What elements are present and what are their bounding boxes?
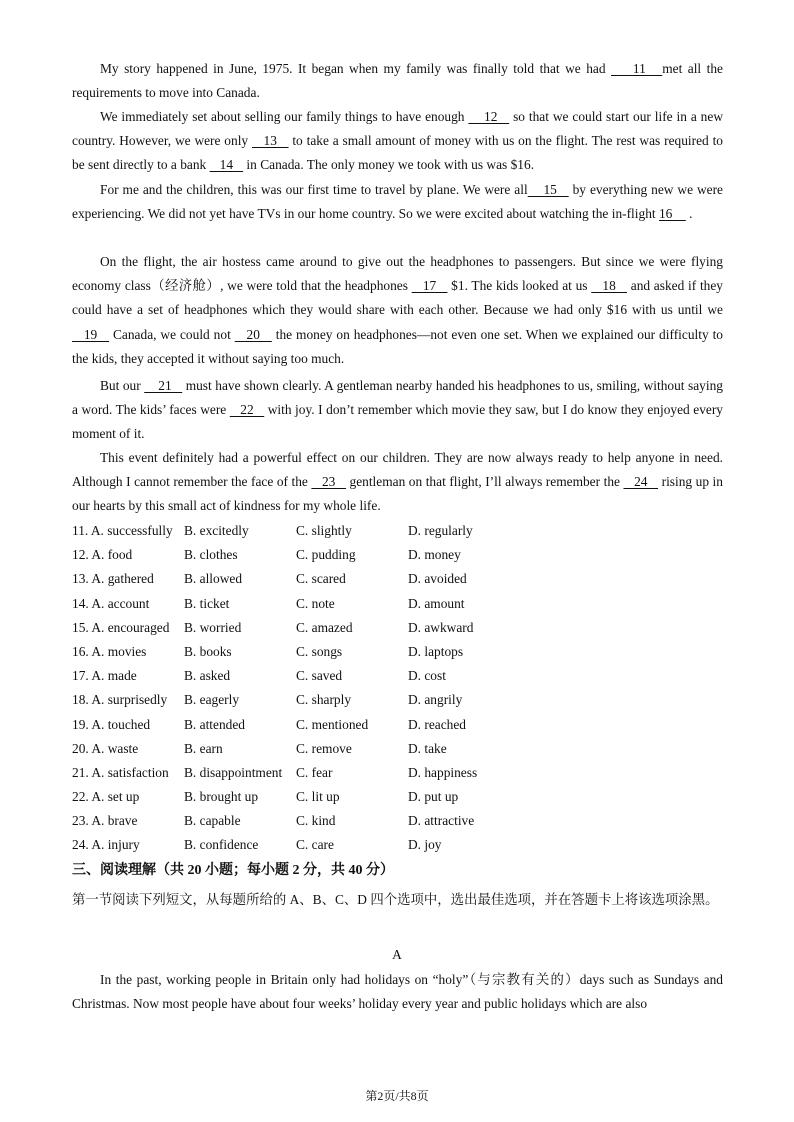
option-c: C. saved	[296, 668, 343, 684]
option-c: C. slightly	[296, 523, 352, 538]
option-a: 17. A. made	[72, 668, 137, 684]
option-d: D. take	[408, 740, 447, 756]
blank-14: 14	[209, 157, 244, 173]
option-b: B. disappointment	[184, 764, 283, 780]
section-heading: 三、阅读理解（共 20 小题；每小题 2 分，共 40 分）	[72, 863, 394, 878]
option-d: D. avoided	[408, 571, 467, 587]
option-b: B. confidence	[184, 837, 259, 853]
blank-19: 19	[72, 326, 110, 342]
option-c: C. songs	[296, 643, 343, 659]
option-d: D. cost	[408, 668, 446, 684]
option-d: D. awkward	[408, 619, 474, 635]
section-instruction: 第一节阅读下列短文，从每题所给的 A、B、C、D 四个选项中，选出最佳选项，并在答题卡上将该选项涂黑。	[72, 892, 719, 907]
option-c: C. pudding	[296, 547, 356, 563]
option-a: 22. A. set up	[72, 789, 140, 805]
option-row-12	[72, 543, 723, 567]
blank-11: 11	[611, 61, 663, 76]
option-d: D. angrily	[408, 692, 463, 708]
option-b: B. attended	[184, 716, 245, 732]
option-c: C. amazed	[296, 619, 353, 635]
option-row-24	[72, 833, 723, 857]
option-d: D. amount	[408, 595, 465, 611]
option-b: B. capable	[184, 813, 241, 829]
option-c: C. mentioned	[296, 716, 369, 732]
option-a: 11. A. successfully	[72, 523, 173, 538]
option-a: 18. A. surprisedly	[72, 692, 168, 708]
blank-15: 15	[527, 182, 569, 197]
blank-13: 13	[251, 133, 289, 149]
option-c: C. sharply	[296, 692, 352, 708]
blank-18: 18	[591, 278, 628, 294]
option-row-18	[72, 688, 723, 712]
option-b: B. books	[184, 643, 232, 659]
option-d: D. reached	[408, 716, 466, 732]
option-c: C. fear	[296, 764, 333, 780]
option-b: B. allowed	[184, 571, 243, 587]
option-row-22	[72, 785, 723, 809]
option-b: B. eagerly	[184, 692, 240, 708]
option-a: 23. A. brave	[72, 813, 138, 829]
option-b: B. excitedly	[184, 523, 249, 538]
paragraph-3: For me and the children, this was our first time to travel by plane. We were all 15 by everything new we were experiencing. We did not yet have TVs in our home country. So we were excited about watching the in-flight 16 .	[72, 182, 723, 222]
option-c: C. kind	[296, 813, 336, 829]
option-d: D. laptops	[408, 643, 464, 659]
option-a: 14. A. account	[72, 595, 150, 611]
option-b: B. earn	[184, 740, 223, 756]
blank-16: 16	[658, 206, 686, 222]
option-d: D. attractive	[408, 813, 475, 829]
option-b: B. clothes	[184, 547, 238, 563]
option-d: D. money	[408, 547, 461, 563]
option-c: C. care	[296, 837, 334, 853]
option-a: 19. A. touched	[72, 716, 151, 732]
blank-20: 20	[234, 326, 272, 342]
option-b: B. worried	[184, 619, 242, 635]
option-row-13	[72, 567, 723, 591]
option-row-16	[72, 640, 723, 664]
option-c: C. lit up	[296, 789, 340, 805]
paragraph-1: My story happened in June, 1975. It began when my family was finally told that we had 11 met all the requirements to move into Canada.	[72, 61, 723, 101]
option-b: B. asked	[184, 668, 231, 684]
paragraph-6: This event definitely had a powerful effect on our children. They are now always ready to help anyone in need. Although I cannot remember the face of the 23 gentleman on that flight, I’ll always remember the 24 rising up in our hearts by this small act of kindness for my whole life.	[72, 450, 723, 514]
option-a: 24. A. injury	[72, 837, 140, 853]
page-number: 第2页/共8页	[365, 1089, 429, 1103]
option-a: 16. A. movies	[72, 643, 147, 659]
option-c: C. scared	[296, 571, 346, 587]
option-d: D. regularly	[408, 523, 473, 538]
option-c: C. note	[296, 595, 335, 611]
option-b: B. brought up	[184, 789, 259, 805]
option-a: 21. A. satisfaction	[72, 764, 169, 780]
paragraph-4: On the flight, the air hostess came around to give out the headphones to passengers. But since we were flying economy class（经济舱）, we were told that the headphones 17 $1. The kids looked at us 18 and asked if they could have a set of headphones which they would share with each other. Because we had only $16 with us until we 19 Canada, we could not 20 the money on headphones—not even one set. When we explained our difficulty to the kids, they accepted it without saying too much.	[72, 254, 724, 366]
paragraph-5: But our 21 must have shown clearly. A gentleman nearby handed his headphones to us, smiling, without saying a word. The kids’ faces were 22 with joy. I don’t remember which movie they saw, but I do know they enjoyed every moment of it.	[72, 378, 724, 442]
option-c: C. remove	[296, 740, 352, 756]
option-row-20	[72, 737, 723, 761]
blank-23: 23	[311, 474, 346, 490]
paragraph-2: We immediately set about selling our family things to have enough 12 so that we could start our life in a new country. However, we were only 13 to take a small amount of money with us on the flight. The rest was required to be sent directly to a bank 14 in Canada. The only money we took with us was $16.	[72, 109, 723, 173]
passage-label: A	[392, 947, 402, 962]
option-row-23	[72, 809, 723, 833]
blank-21: 21	[144, 378, 183, 393]
option-row-19	[72, 713, 723, 737]
option-b: B. ticket	[184, 595, 230, 611]
passage-a-text: In the past, working people in Britain only had holidays on “holy”（与宗教有关的）days such as Sundays and Christmas. Now most people have about four weeks’ holiday every year and public holidays which are also	[72, 972, 723, 1012]
blank-17: 17	[411, 278, 448, 294]
answer-options	[72, 519, 723, 858]
option-d: D. happiness	[408, 764, 478, 780]
option-row-14	[72, 592, 723, 616]
option-d: D. joy	[408, 837, 442, 853]
option-row-11	[72, 519, 723, 543]
option-d: D. put up	[408, 789, 459, 805]
blank-12: 12	[468, 109, 510, 124]
blank-22: 22	[229, 402, 265, 418]
option-a: 15. A. encouraged	[72, 619, 170, 635]
option-a: 20. A. waste	[72, 740, 139, 756]
option-row-21	[72, 761, 723, 785]
option-row-17	[72, 664, 723, 688]
option-a: 12. A. food	[72, 547, 133, 563]
option-row-15	[72, 616, 723, 640]
blank-24: 24	[623, 474, 659, 490]
option-a: 13. A. gathered	[72, 571, 154, 587]
